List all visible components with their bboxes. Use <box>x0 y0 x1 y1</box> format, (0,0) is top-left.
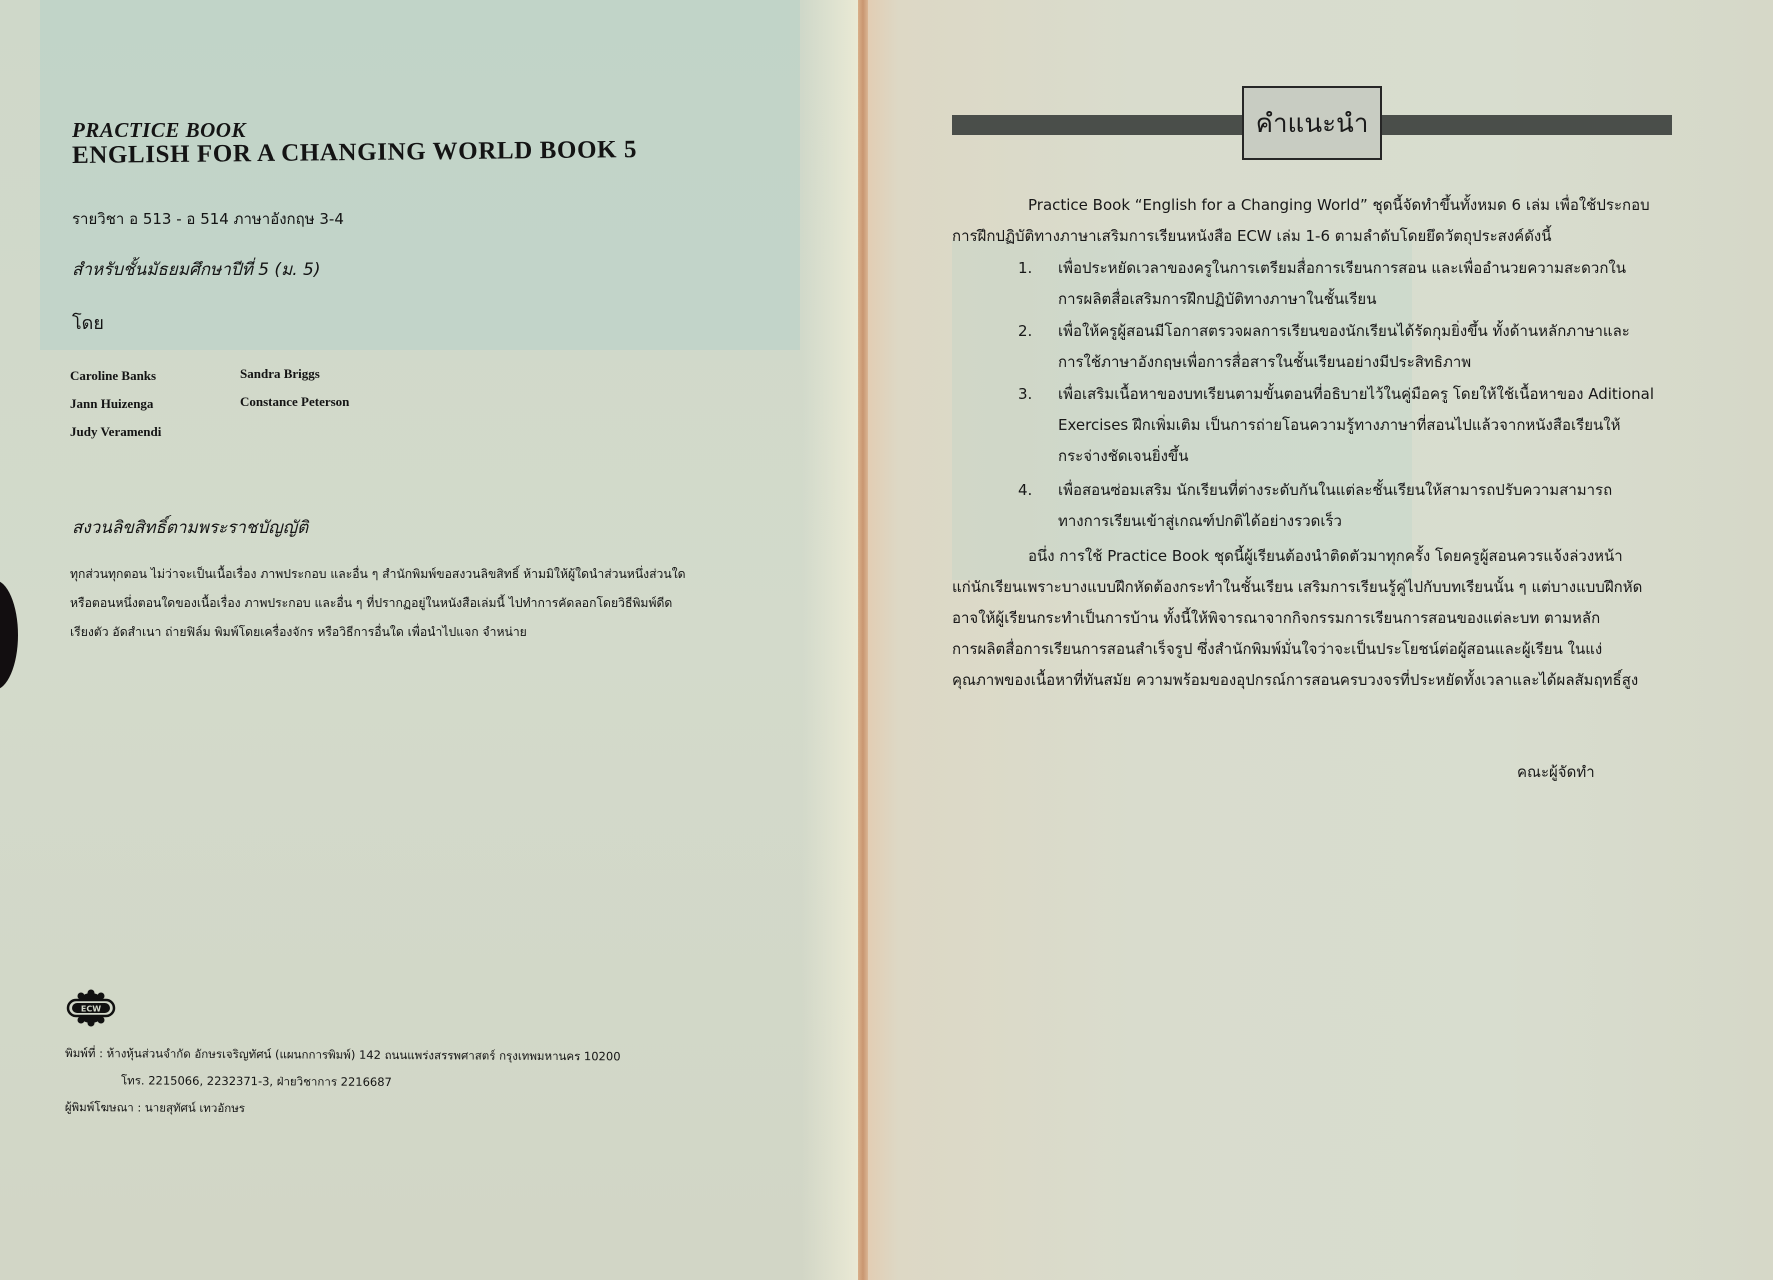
copyright-line: หรือตอนหนึ่งตอนใดของเนื้อเรื่อง ภาพประกอบ และอื่น ๆ ที่ปรากฏอยู่ในหนังสือเล่มนี้ ไปทำการคัดลอกโดยวิธีพิมพ์ดีด <box>70 596 673 610</box>
left-page-imprint <box>0 0 862 1280</box>
closing-paragraph <box>952 541 1732 696</box>
objective-line: เพื่อประหยัดเวลาของครูในการเตรียมสื่อการเรียนการสอน และเพื่ออำนวยความสะดวกใน <box>1058 259 1627 277</box>
objective-number: 4. <box>1018 481 1033 499</box>
closing-line: แก่นักเรียนเพราะบางแบบฝึกหัดต้องกระทำในชั้นเรียน เสริมการเรียนรู้คู่ไปกับบทเรียนนั้น ๆ แต่บางแบบฝึกหัด <box>952 578 1643 596</box>
copyright-line: ทุกส่วนทุกตอน ไม่ว่าจะเป็นเนื้อเรื่อง ภาพประกอบ และอื่น ๆ สำนักพิมพ์ขอสงวนลิขสิทธิ์ ห้ามมิให้ผู้ใดนำส่วนหนึ่งส่วนใด <box>70 567 686 581</box>
book-title: ENGLISH FOR A CHANGING WORLD BOOK 5 <box>71 136 638 169</box>
preface-signature: คณะผู้จัดทำ <box>1517 763 1595 781</box>
objective-line: การผลิตสื่อเสริมการฝึกปฏิบัติทางภาษาในชั้นเรียน <box>1058 290 1377 308</box>
preface-heading: คำแนะนำ <box>1242 86 1382 160</box>
intro-line: Practice Book “English for a Changing World” ชุดนี้จัดทำขึ้นทั้งหมด 6 เล่ม เพื่อใช้ประกอบ <box>1028 196 1650 214</box>
objective-line: ทางการเรียนเข้าสู่เกณฑ์ปกติได้อย่างรวดเร็ว <box>1058 512 1342 530</box>
closing-line: การผลิตสื่อการเรียนการสอนสำเร็จรูป ซึ่งสำนักพิมพ์มั่นใจว่าจะเป็นประโยชน์ต่อผู้สอนและผู้เรียน ในแง่ <box>952 640 1603 658</box>
closing-line: อาจให้ผู้เรียนกระทำเป็นการบ้าน ทั้งนี้ให้พิจารณาจากกิจกรรมการเรียนการสอนของแต่ละบท ตามหลัก <box>952 609 1601 627</box>
right-page-preface <box>862 0 1773 1280</box>
objective-number: 1. <box>1018 259 1033 277</box>
publisher-name: ผู้พิมพ์โฆษณา : นายสุทัศน์ เทวอักษร <box>64 1099 246 1116</box>
objective-number: 2. <box>1018 322 1033 340</box>
author-name: Judy Veramendi <box>70 424 162 439</box>
printer-phone: โทร. 2215066, 2232371-3, ฝ่ายวิชาการ 2216687 <box>120 1073 392 1089</box>
printer-address: พิมพ์ที่ : ห้างหุ้นส่วนจำกัด อักษรเจริญทัศน์ (แผนกการพิมพ์) 142 ถนนแพร่งสรรพศาสตร์ กรุงเทพมหานคร 10200 <box>65 1046 621 1064</box>
intro-paragraph <box>952 190 1732 252</box>
author-name: Constance Peterson <box>240 394 350 409</box>
book-spine <box>858 0 868 1280</box>
copyright-line: เรียงตัว อัดสำเนา ถ่ายฟิล์ม พิมพ์โดยเครื่องจักร หรือวิธีการอื่นใด เพื่อนำไปแจก จำหน่าย <box>70 625 527 639</box>
author-name: Sandra Briggs <box>240 366 320 381</box>
by-label: โดย <box>72 313 104 334</box>
publisher-logo-icon <box>65 988 117 1028</box>
intro-line: การฝึกปฏิบัติทางภาษาเสริมการเรียนหนังสือ ECW เล่ม 1-6 ตามลำดับโดยยึดวัตถุประสงค์ดังนี้ <box>952 227 1552 245</box>
svg-text:ECW: ECW <box>80 1004 102 1014</box>
objective-line: เพื่อสอนซ่อมเสริม นักเรียนที่ต่างระดับกันในแต่ละชั้นเรียนให้สามารถปรับความสามารถ <box>1058 481 1613 499</box>
objective-line: Exercises ฝึกเพิ่มเติม เป็นการถ่ายโอนความรู้ทางภาษาที่สอนไปแล้วจากหนังสือเรียนให้ <box>1058 416 1621 434</box>
copyright-notice <box>70 560 790 647</box>
grade-level-line: สำหรับชั้นมัธยมศึกษาปีที่ 5 (ม. 5) <box>72 260 321 280</box>
objective-line: การใช้ภาษาอังกฤษเพื่อการสื่อสารในชั้นเรียนอย่างมีประสิทธิภาพ <box>1058 353 1472 371</box>
objective-line: กระจ่างชัดเจนยิ่งขึ้น <box>1058 447 1189 465</box>
author-name: Jann Huizenga <box>70 396 154 411</box>
objective-number: 3. <box>1018 385 1033 403</box>
objective-line: เพื่อให้ครูผู้สอนมีโอกาสตรวจผลการเรียนของนักเรียนได้รัดกุมยิ่งขึ้น ทั้งด้านหลักภาษาและ <box>1058 322 1630 340</box>
closing-line: คุณภาพของเนื้อหาที่ทันสมัย ความพร้อมของอุปกรณ์การสอนครบวงจรที่ประหยัดทั้งเวลาและได้ผลสัมฤทธิ์สูง <box>952 671 1639 689</box>
printer-info <box>65 1040 621 1124</box>
course-code-line: รายวิชา อ 513 - อ 514 ภาษาอังกฤษ 3-4 <box>72 210 344 228</box>
closing-line: อนึ่ง การใช้ Practice Book ชุดนี้ผู้เรียนต้องนำติดตัวมาทุกครั้ง โดยครูผู้สอนควรแจ้งล่วงหน้า <box>1028 547 1623 565</box>
author-name: Caroline Banks <box>70 368 157 383</box>
binder-hole <box>0 580 18 690</box>
copyright-heading: สงวนลิขสิทธิ์ตามพระราชบัญญัติ <box>72 518 309 538</box>
objective-line: เพื่อเสริมเนื้อหาของบทเรียนตามขั้นตอนที่อธิบายไว้ในคู่มือครู โดยให้ใช้เนื้อหาของ Aditional <box>1058 385 1654 403</box>
series-label: PRACTICE BOOK <box>72 118 246 142</box>
